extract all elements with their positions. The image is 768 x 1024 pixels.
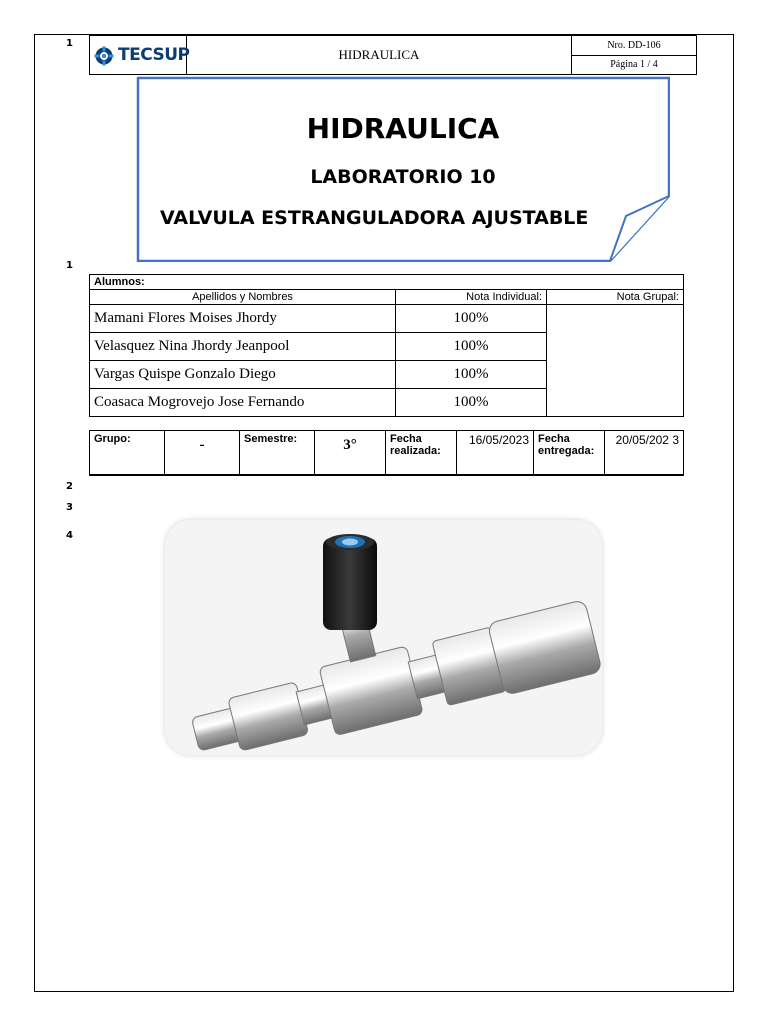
line-number: 3 <box>66 502 73 513</box>
student-name: Coasaca Mogrovejo Jose Fernando <box>90 389 396 417</box>
line-number: 1 <box>66 260 73 271</box>
line-number: 4 <box>66 530 73 541</box>
student-name: Vargas Quispe Gonzalo Diego <box>90 361 396 389</box>
document-title: HIDRAULICA <box>306 112 500 145</box>
students-label: Alumnos: <box>90 275 684 290</box>
student-grade: 100% <box>396 333 547 361</box>
line-number: 1 <box>66 38 73 49</box>
date-delivered-label: Fecha entregada: <box>534 431 605 476</box>
column-header-names: Apellidos y Nombres <box>90 290 396 305</box>
doc-number: Nro. DD-106 <box>572 36 697 56</box>
logo <box>90 36 190 75</box>
group-label: Grupo: <box>90 431 165 476</box>
column-header-group: Nota Grupal: <box>547 290 684 305</box>
student-grade: 100% <box>396 389 547 417</box>
valve-photo <box>165 520 602 755</box>
header-title: HIDRAULICA <box>187 36 572 75</box>
table-row <box>90 305 684 333</box>
page-number: Página 1 / 4 <box>572 55 697 75</box>
group-value: - <box>165 431 240 476</box>
lab-number: LABORATORIO 10 <box>310 166 496 188</box>
student-name: Velasquez Nina Jhordy Jeanpool <box>90 333 396 361</box>
student-grade: 100% <box>396 361 547 389</box>
tecsup-gear-icon <box>94 46 114 66</box>
throttle-valve-illustration <box>165 520 602 755</box>
column-header-individual: Nota Individual: <box>396 290 547 305</box>
document-header <box>89 35 697 75</box>
date-done-value: 16/05/2023 <box>457 431 534 476</box>
student-grade: 100% <box>396 305 547 333</box>
lab-subtitle: VALVULA ESTRANGULADORA AJUSTABLE <box>160 207 589 229</box>
semester-value: 3° <box>315 431 386 476</box>
line-number: 2 <box>66 481 73 492</box>
info-table <box>89 430 684 476</box>
student-name: Mamani Flores Moises Jhordy <box>90 305 396 333</box>
group-grade-cell <box>547 305 684 417</box>
students-table <box>89 274 684 417</box>
logo-text: TECSUP <box>118 45 190 65</box>
date-delivered-value: 20/05/202 3 <box>605 431 684 476</box>
semester-label: Semestre: <box>240 431 315 476</box>
date-done-label: Fecha realizada: <box>386 431 457 476</box>
